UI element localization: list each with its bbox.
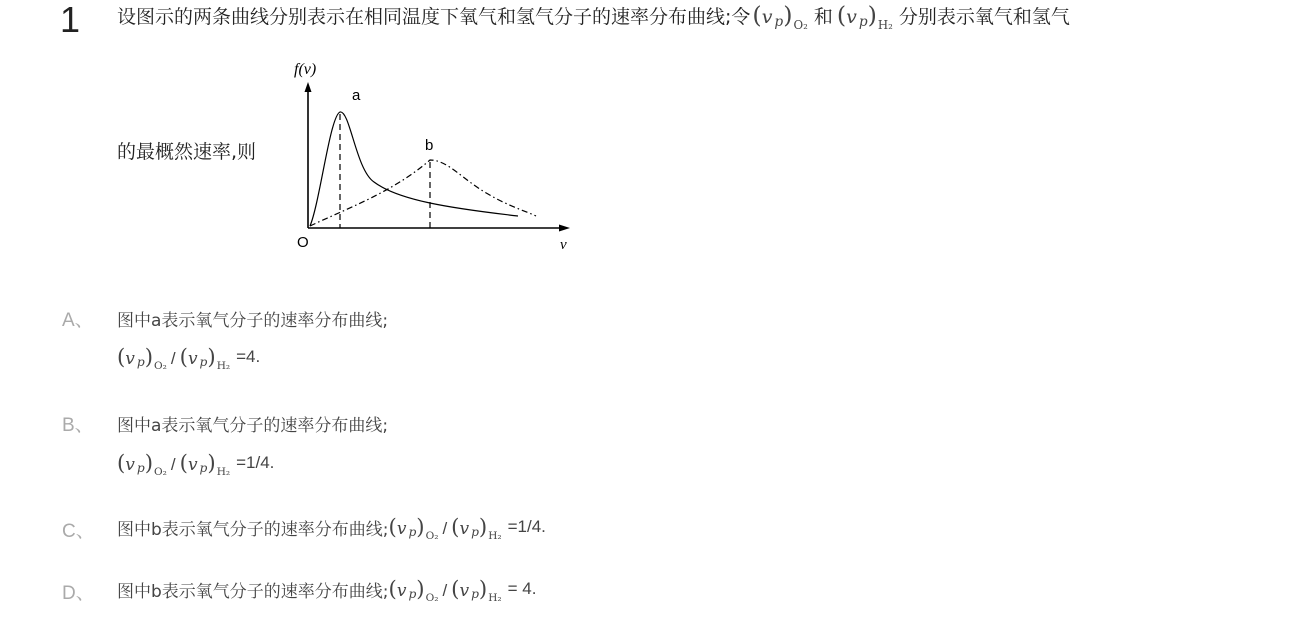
option-b-value: =1/4. (236, 453, 275, 472)
stem-text-part1: 设图示的两条曲线分别表示在相同温度下氧气和氢气分子的速率分布曲线;令 (117, 6, 751, 28)
option-d-value: = 4. (507, 579, 537, 598)
curve-a-label: a (352, 87, 361, 104)
option-d-row[interactable]: 图中b表示氧气分子的速率分布曲线; ( v p ) O₂ / ( v p ) H₂ = 4. (117, 576, 537, 605)
stem-text-part2: 分别表示氧气和氢气 (898, 6, 1070, 28)
curve-a (310, 112, 518, 226)
vp-h2-expression: ( v p ) H₂ (836, 1, 893, 33)
option-c-row[interactable]: 图中b表示氧气分子的速率分布曲线; ( v p ) O₂ / ( v p ) H₂ =1/4. (117, 514, 546, 543)
option-d-letter: D、 (62, 583, 95, 604)
question-number: 1 (60, 0, 81, 40)
y-axis-arrow (305, 82, 312, 92)
question-stem-line1 (117, 2, 1070, 32)
option-b-expression[interactable]: ( v p ) O₂ / ( v p ) H₂ =1/4. (117, 450, 275, 479)
option-a-value: =4. (236, 347, 261, 366)
option-b-text[interactable]: 图中a表示氧气分子的速率分布曲线; (117, 415, 389, 436)
stem-connector: 和 (813, 6, 833, 28)
option-a-expression[interactable]: ( v p ) O₂ / ( v p ) H₂ =4. (117, 344, 261, 373)
curve-b (310, 160, 536, 226)
y-axis-label: f(v) (294, 61, 317, 78)
option-a-letter: A、 (62, 310, 94, 331)
option-b-letter: B、 (62, 415, 94, 436)
option-a-text[interactable]: 图中a表示氧气分子的速率分布曲线; (117, 310, 389, 331)
curve-b-label: b (425, 137, 434, 154)
x-axis-label: v (560, 237, 567, 253)
vp-o2-expression: ( v p ) O₂ (752, 1, 808, 33)
x-axis-arrow (559, 225, 570, 232)
question-stem-line2: 的最概然速率,则 (117, 141, 257, 163)
option-c-value: =1/4. (507, 517, 546, 536)
speed-distribution-graph (288, 52, 583, 257)
origin-label: O (297, 234, 309, 251)
option-d-text: 图中b表示氧气分子的速率分布曲线; (117, 581, 389, 602)
option-c-letter: C、 (62, 521, 95, 542)
option-c-text: 图中b表示氧气分子的速率分布曲线; (117, 519, 389, 540)
